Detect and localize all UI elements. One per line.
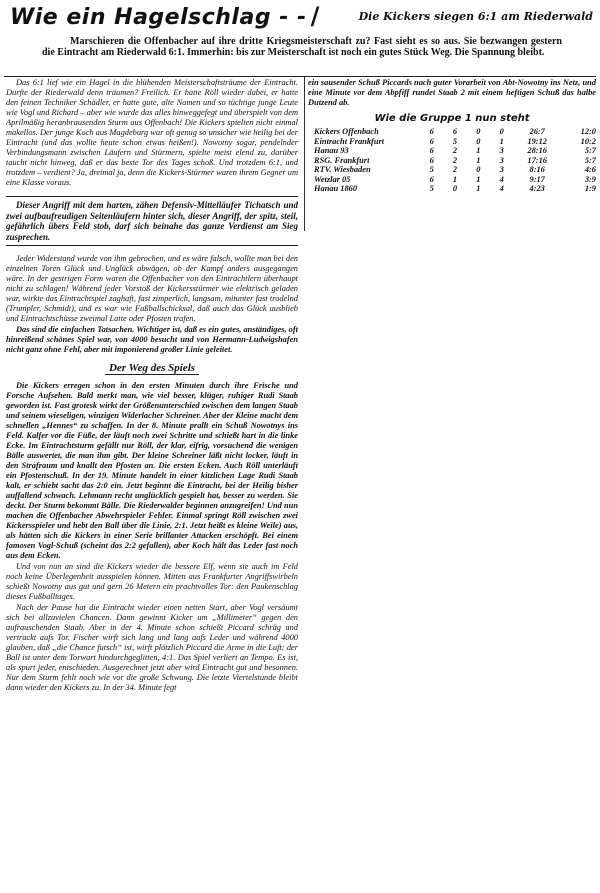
standings-goals-cell: 17:16 [527,155,547,165]
standings-drawn-cell: 1 [476,155,481,165]
horizontal-rule [4,76,596,77]
standings-drawn-cell: 0 [476,127,481,136]
standings-lost-cell: 3 [499,165,504,174]
table-row [312,175,598,185]
table-row [312,146,598,156]
standings-won-cell: 2 [452,155,458,165]
headline-title: Wie ein Hagelschlag - - [10,5,307,30]
headline-subtitle: Die Kickers siegen 6:1 am Riederwald [358,10,593,23]
article-paragraph: Jeder Widerstand wurde von ihm gebrochen, und es wäre falsch, wollte man bei den einzelnen Toren Glück und Unglück abwägen, ob der Kampf anders ausgegangen wäre. In der gestrigen Form waren die Offenbacher von den Eintrachtlern überhaupt nicht zu schlagen! Während jeder Vorstoß der Kickersstürmer wie elektrisch geladen war, wirkte das Eintrachtspiel zaghaft, fast zimperlich, langsam, mitunter fast trodelnd (Trumpler, Schmidt), und es war wie Fußballschicksal, daß auch das Glück ausblieb und Eintrachtschüsse zweimal Latte oder Pfosten trafen. [6,254,298,323]
standings-played-cell: 6 [429,146,434,155]
article-paragraph: Die Kickers erregen schon in den ersten Minuten durch ihre Frische und Forsche Aufsehen. Bald merkt man, wie viel besser, klüger, ruhiger Rudi Staab geworden ist. Fast grotesk wirkt der Größenunterschied zwischen dem langen Staab und seinem wieseligen, winzigen Widerlacher Schreiner. Aber der Kleine macht dem schnellen „Hennes“ zu schaffen. In der 8. Minute prallt ein Schuß Nowotnys ins Feld. Kalfer vor die Füße, der läuft noch zwei Schritte und schießt hart in die linke Ecke. Im Eintrachtsturm gefällt nur Röll, der klar, eifrig, vorsuchend die wenigen Bälle auswertet, die man ihm gibt. Der kleine Schreiner läßt nicht locker, läuft in den Strafraum und knallt den Pfosten an. Die ersten Ecken. Auch Röll unterläuft ein Pfostenschuß. In der 19. Minute handelt in einer kitzlichen Lage Rudi Staab kalt, er schiebt sacht das 2:0 ein. Jetzt beginnt die Eintracht, bei der Heilig bisher auffallend schwach. Lehmann recht unglücklich gespielt hat, besser zu werden. Sie deckt. Der Sturm bekommt Bälle. Die Riederwalder beginnen anzugreifen! Und nun machen die Offenbacher Abwehrspieler Fehler. Einmal springt Röll zwischen zwei Kickersspieler und hebt den Ball über die Linie, 2:1. Jetzt heißt es kleine Weile) aus, als hätten sich die Kickers in einer Serie brillanter Attacken erschöpft. Bei einem famosen Vogl-Schuß (scheint das 2:2 gefallen), aber Koch hält das Leder fast noch aus dem Ecken. [6,381,298,560]
standings-played-cell: 6 [429,174,434,184]
section-heading [6,361,298,375]
standings-team-cell: Hanau 1860 [314,184,358,193]
standings-points-cell: 1:9 [584,184,596,193]
standings-goals-cell: 4:23 [529,184,545,193]
standings-table [312,127,598,194]
standings-drawn-cell: 0 [476,136,481,146]
standings-lost-cell: 1 [499,136,504,146]
standings-points-cell: 4:6 [584,165,596,174]
standings-points-cell: 10:2 [580,136,596,146]
standings-played-cell: 6 [429,136,434,146]
table-row [312,137,598,147]
article-paragraph: Und von nun an sind die Kickers wieder die bessere Elf, wenn sie auch im Feld noch keine Überlegenheit ausspielen können. Mitten aus Frankfurter Angriffswirbeln schießt Nowotny aus gut und gern 26 Metern ein prachtvolles Tor: den Paukenschlag dieses Fußballtages. [6,562,298,601]
standings-team-cell: Wetzlar 05 [314,174,351,184]
continuation-paragraph: ein sausender Schuß Piccards nach guter Vorarbeit von Abt-Nowotny ins Netz, und eine Minute vor dem Abpfiff rundet Staab 2 mit einem heftigen Schuß das halbe Dutzend ab. [308,78,596,107]
standings-drawn-cell: 0 [476,165,481,174]
headline-slash: / [310,2,320,30]
standings-played-cell: 5 [429,184,434,193]
left-column [6,78,298,890]
standings-goals-cell: 28:16 [527,146,547,155]
standings-lost-cell: 3 [499,155,504,165]
standings-drawn-cell: 1 [476,174,481,184]
standings-goals-cell: 19:12 [527,136,547,146]
standings-points-cell: 3:9 [584,174,596,184]
standings-title: Wie die Gruppe 1 nun steht [374,113,530,124]
right-column [308,78,596,194]
standings-team-cell: Eintracht Frankfurt [314,136,385,146]
standings-lost-cell: 4 [499,184,504,193]
standings-points-cell: 5:7 [584,155,596,165]
standings-points-cell: 12:0 [580,127,596,136]
table-row [312,165,598,175]
standings-team-cell: RTV. Wiesbaden [314,165,371,174]
standings-goals-cell: 9:17 [529,174,545,184]
section-heading-text: Der Weg des Spiels [105,362,199,375]
column-divider [304,77,305,231]
standings-won-cell: 0 [452,184,458,193]
standings-team-cell: Hanau 93 [314,146,349,155]
standings-drawn-cell: 1 [476,184,481,193]
standings-body [312,127,598,194]
standings-won-cell: 2 [452,165,458,174]
intro-paragraph: Marschieren die Offenbacher auf ihre dritte Kriegsmeisterschaft zu? Fast sieht es so aus. Sie bezwangen gestern die Eintracht am Riederwald 6:1. Immerhin: bis zur Meisterschaft ist noch ein gutes Stück Weg. Die Spannung bleibt. [42,36,562,58]
highlight-paragraph: Dieser Angriff mit dem harten, zähen Defensiv-Mittelläufer Tichatsch und zwei aufbaufreudigen Seitenläufern hinter sich, dieser Angriff, der spitz, steil, gefährlich übers Feld stob, darf sich beinahe das ganze Verdienst am Sieg zusprechen. [6,196,298,246]
standings-points-cell: 5:7 [584,146,596,155]
standings-goals-cell: 26:7 [529,127,545,136]
standings-team-cell: RSG. Frankfurt [314,155,370,165]
standings-won-cell: 2 [452,146,458,155]
standings-lost-cell: 0 [499,127,504,136]
standings-lost-cell: 3 [499,146,504,155]
standings-drawn-cell: 1 [476,146,481,155]
article-paragraph: Nach der Pause hat die Eintracht wieder einen netten Start, aber Vogl versäumt sich bei allzuvielen Chancen. Dann gewinnt Kicker um „Millimeter“ gegen den aufrauschenden Staab. Aber in der 4. Minute schon schießt Piccard schräg und vertrackt aufs Tor. Fischer wirft sich lang und lang aufs Leder und während 4000 glauben, daß „die Chance futsch“ ist, wirft plötzlich Piccard die Arme in die Luft: der Ball ist unter dem Torwart hindurchgeglitten, 4:1. Das Spiel verliert an Tempo. Es ist, als spurt jeder, entschieden. Ausgerechnet jetzt aber wird Eintracht gut und besonnen. Nur dem Sturm fehlt noch wie vor die große Schwung. Die letzte Viertelstunde bleibt dann wieder den Kickers zu. In der 34. Minute fegt [6,603,298,692]
table-row [312,156,598,166]
standings-won-cell: 5 [452,136,458,146]
standings-played-cell: 5 [429,165,434,174]
table-row [312,127,598,137]
standings-played-cell: 6 [429,127,434,136]
article-paragraph: Das sind die einfachen Tatsachen. Wichtiger ist, daß es ein gutes, anständiges, oft hinreißend schönes Spiel war, von 4000 besucht und von Hermann-Ludwigshafen nicht ganz ohne Fehl, aber mit imponierend großer Linie geleitet. [6,325,298,354]
standings-won-cell: 1 [452,174,458,184]
standings-played-cell: 6 [429,155,434,165]
standings-lost-cell: 4 [499,174,504,184]
table-row [312,184,598,194]
intro-lead [42,36,562,58]
article-paragraph: Das 6:1 lief wie ein Hagel in die blühenden Meisterschaftsträume der Eintracht. Durfte der Riederwald denn träumen? Freilich. Er hatte Röll wieder dabei, er hatte den feinen Techniker Schädler, er hatte gute, alte Namen und so tüchtige junge Leute wie Vogl und Richard – aber wie wurde das alles hinweggefegt und überspielt von dem Aprilmäßig heranbrausenden Sturm aus Offenbach! Die Kickers spielten nicht einmal makellos. Der junge Koch aus Magdeburg war oft genug so unsicher wie heilig bei der Eintracht (und das wollte heute schon etwas heißen!). Nowotny sogar, pendelnder Verbindungsmann zwischen Läufern und Stürmern, spielte meist elend zu, darüber taucht nicht hinweg, daß er das beste Tor des Tages schoß. Und trotzdem 6:1, und trotzdem – verdient? Ja, dreimal ja, denn die Kickers-Stürmer waren ihrem Gegner um eine Klasse voraus. [6,78,298,187]
standings-won-cell: 6 [452,127,458,136]
headline [10,2,595,34]
standings-goals-cell: 8:16 [529,165,545,174]
standings-team-cell: Kickers Offenbach [314,127,379,136]
